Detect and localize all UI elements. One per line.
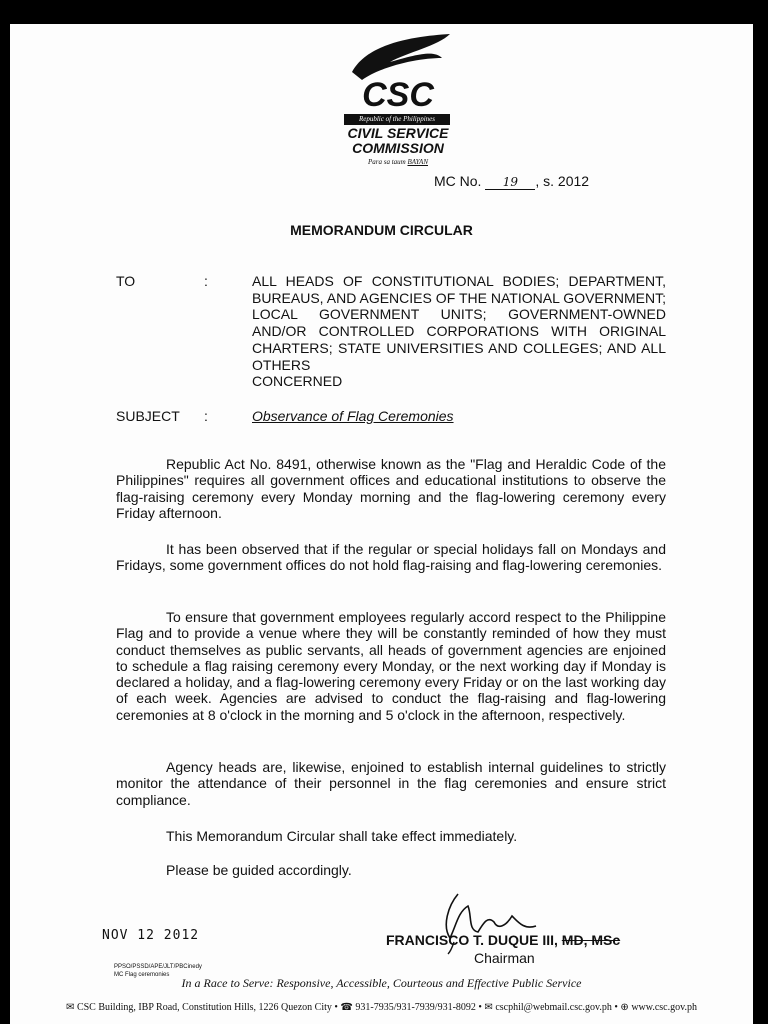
email-icon: ✉ [484, 1002, 493, 1013]
body-paragraph-1: Republic Act No. 8491, otherwise known as the "Flag and Heraldic Code of the Philippines" requires all government offices and educational institutions to observe the flag-raising ceremony every Monday morning and the flag-lowering ceremony every Friday afternoon. [116, 456, 666, 521]
signer-name-struck: MD, MSc [561, 932, 621, 948]
footer-address: CSC Building, IBP Road, Constitution Hills, 1226 Quezon City [76, 1002, 332, 1013]
signer-name [386, 932, 620, 948]
motto [338, 158, 458, 166]
subject-colon: : [204, 408, 208, 424]
globe-icon: ⊕ [620, 1002, 629, 1013]
body-paragraph-4: Agency heads are, likewise, enjoined to establish internal guidelines to strictly monitor the attendance of their personnel in the flag ceremonies and ensure strict compliance. [116, 759, 666, 808]
agency-line-2: COMMISSION [352, 140, 444, 156]
to-label: TO [116, 273, 136, 289]
document-page [10, 24, 753, 1024]
mc-number-line [434, 173, 589, 190]
footer-email[interactable]: cscphil@webmail.csc.gov.ph [495, 1002, 612, 1013]
initials-line-1: PPSO/PSSD/APE/JLT/PBCinedy [114, 964, 202, 970]
signer-title: Chairman [474, 950, 535, 966]
document-title: MEMORANDUM CIRCULAR [290, 222, 473, 238]
body-paragraph-6: Please be guided accordingly. [166, 862, 352, 878]
mail-icon: ✉ [66, 1002, 75, 1013]
agency-line-1: CIVIL SERVICE [347, 125, 449, 141]
subject-text: Observance of Flag Ceremonies [252, 408, 454, 424]
mc-prefix: MC No. [434, 173, 482, 189]
to-colon: : [204, 273, 208, 289]
phone-icon: ☎ [340, 1002, 353, 1013]
republic-label: Republic of the Philippines [344, 114, 450, 125]
footer-web[interactable]: www.csc.gov.ph [631, 1002, 697, 1013]
tagline: In a Race to Serve: Responsive, Accessible, Courteous and Effective Public Service [181, 976, 582, 990]
mc-suffix: , s. 2012 [535, 173, 590, 189]
to-recipients [252, 273, 666, 390]
motto-word: BAYAN [407, 158, 428, 166]
mc-number: 19 [485, 175, 535, 190]
logo-text: CSC [362, 76, 434, 114]
motto-prefix: Para sa taum [368, 158, 406, 166]
to-recipients-text: ALL HEADS OF CONSTITUTIONAL BODIES; DEPARTMENT, BUREAUS, AND AGENCIES OF THE NATIONAL GOVERNMENT; LOCAL GOVERNMENT UNITS; GOVERNMENT-OWNED AND/OR CONTROLLED CORPORATIONS WITH ORIGINAL CHARTERS; STATE UNIVERSITIES AND COLLEGES; AND ALL OTHERS [252, 273, 666, 373]
to-recipients-last: CONCERNED [252, 373, 343, 390]
initials-line-2: MC Flag ceremonies [114, 972, 170, 978]
subject-label: SUBJECT [116, 408, 180, 424]
date-stamp: NOV 12 2012 [102, 928, 200, 943]
csc-emblem-icon [338, 32, 458, 114]
csc-logo [338, 32, 458, 172]
signer-name-main: FRANCISCO T. DUQUE III, [386, 932, 562, 948]
agency-name [338, 126, 458, 156]
footer-contact: ✉ CSC Building, IBP Road, Constitution Hills, 1226 Quezon City • ☎ 931-7935/931-7939/931-8092 • ✉ cscphil@webmail.csc.gov.ph • ⊕ www.csc.gov.ph [66, 1002, 697, 1013]
body-paragraph-5: This Memorandum Circular shall take effect immediately. [166, 828, 518, 844]
footer-phone: 931-7935/931-7939/931-8092 [355, 1002, 476, 1013]
body-paragraph-2: It has been observed that if the regular or special holidays fall on Mondays and Fridays, some government offices do not hold flag-raising and flag-lowering ceremonies. [116, 541, 666, 574]
body-paragraph-3: To ensure that government employees regularly accord respect to the Philippine Flag and to provide a venue where they will be constantly reminded of how they must conduct themselves as public servants, all heads of government agencies are enjoined to schedule a flag raising ceremony every Monday, or the next working day if Monday is declared a holiday, and a flag-lowering ceremony every Friday or on the last working day of each week. Agencies are advised to conduct the flag-raising and flag-lowering ceremonies at 8 o'clock in the morning and 5 o'clock in the afternoon, respectively. [116, 609, 666, 723]
